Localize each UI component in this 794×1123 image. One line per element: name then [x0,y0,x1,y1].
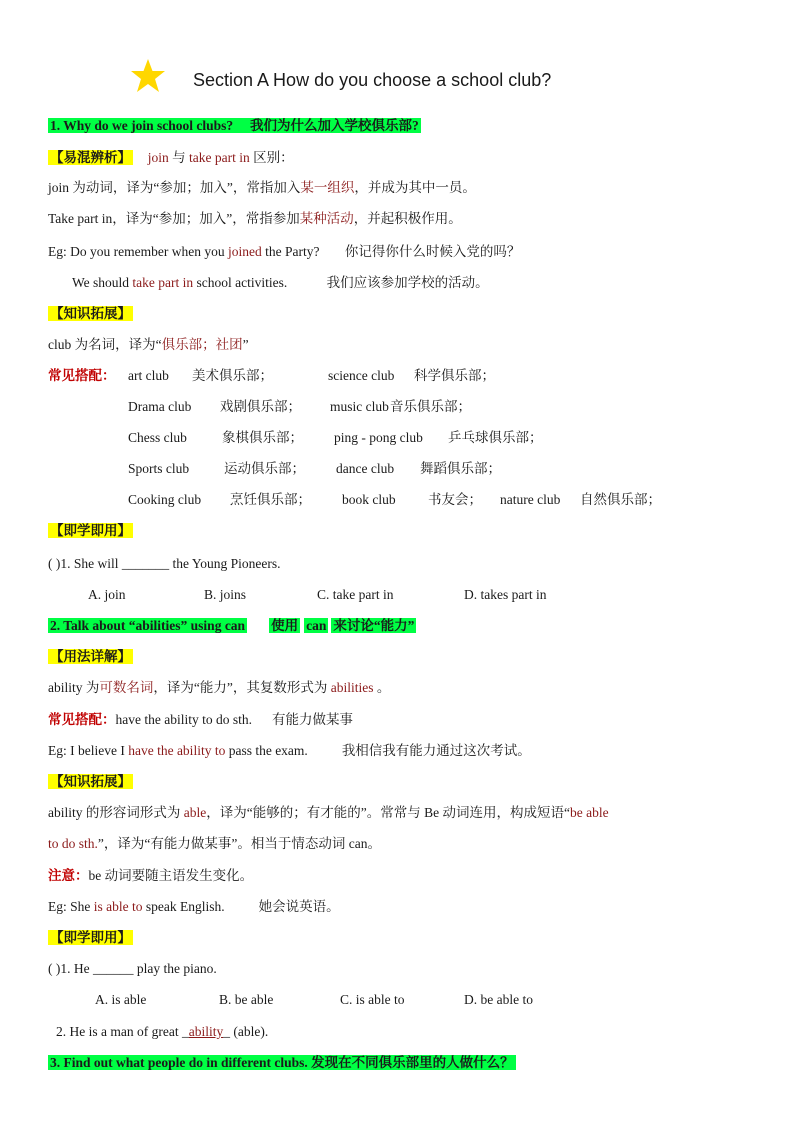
collocation-row: Chess club 象棋俱乐部； ping - pong club 乒乓球俱乐部； [128,430,543,445]
question-2-1-options [95,990,533,1010]
take-part-explanation: Take part in，译为“参加；加入”，常指参加某种活动，并起积极作用。 [48,211,462,226]
example-join: Eg: Do you remember when you joined the Party? 你记得你什么时候入党的吗？ [48,244,521,259]
answer-ability: ability [188,1024,224,1039]
option-d: D. takes part in [464,587,547,602]
section-1-heading: 1. Why do we join school clubs? 我们为什么加入学校俱乐部? [50,118,419,133]
confusion-analysis-row: 【易混辨析】 join 与 take part in 区别： [50,150,294,165]
option-a: A. join [88,587,126,602]
page-title: Section A How do you choose a school club? [193,70,552,90]
star-icon [130,58,166,94]
knowledge-expansion-tag-1: 【知识拓展】 [50,306,131,321]
collocation-row: Cooking club 烹饪俱乐部； book club 书友会； nature club 自然俱乐部； [128,492,661,507]
note: 注意：be 动词要随主语发生变化。 [48,868,254,883]
question-1-1-options [88,585,546,605]
example-is-able: Eg: She is able to speak English. 她会说英语。 [48,899,340,914]
knowledge-expansion-tag-2: 【知识拓展】 [50,774,131,789]
practice-tag-2: 【即学即用】 [50,930,131,945]
example-ability: Eg: I believe I have the ability to pass the exam. 我相信我有能力通过这次考试。 [48,743,531,758]
collocation-label: 常见搭配： [48,368,116,383]
example-take-part: We should take part in school activities. 我们应该参加学校的活动。 [72,275,489,290]
join-explanation: join 为动词，译为“参加；加入”，常指加入某一组织，并成为其中一员。 [48,180,476,195]
collocation-row: Drama club 戏剧俱乐部； music club音乐俱乐部； [128,399,471,414]
question-2-2: 2. He is a man of great _ability_ (able). [56,1024,269,1039]
collocation-row: Sports club 运动俱乐部； dance club 舞蹈俱乐部； [128,461,501,476]
option-c: C. take part in [317,587,394,602]
question-1-1: ( )1. She will _______ the Young Pioneers. [48,556,281,571]
collocation-row: art club 美术俱乐部； science club 科学俱乐部； [128,368,495,383]
question-2-1: ( )1. He ______ play the piano. [48,961,217,976]
club-definition: club 为名词，译为“俱乐部；社团” [48,337,249,352]
practice-tag-1: 【即学即用】 [50,523,131,538]
ability-collocation: 常见搭配：have the ability to do sth. 有能力做某事 [48,712,353,727]
tag-confusion-analysis: 【易混辨析】 [50,150,131,165]
option-a: A. is able [95,992,147,1007]
option-c: C. is able to [340,992,405,1007]
usage-tag: 【用法详解】 [50,649,131,664]
ability-definition: ability 为可数名词，译为“能力”，其复数形式为 abilities 。 [48,680,391,695]
section-2-heading: 2. Talk about “abilities” using can 使用 can 来讨论“能力” [50,618,415,633]
section-3-heading: 3. Find out what people do in different clubs. 发现在不同俱乐部里的人做什么？ [50,1055,514,1070]
option-b: B. be able [219,992,274,1007]
able-explanation-2: to do sth.”，译为“有能力做某事”。相当于情态动词 can。 [48,836,381,851]
option-b: B. joins [204,587,247,602]
option-d: D. be able to [464,992,533,1007]
able-explanation-1: ability 的形容词形式为 able，译为“能够的；有才能的”。常常与 Be 动词连用，构成短语“be able [48,805,609,820]
